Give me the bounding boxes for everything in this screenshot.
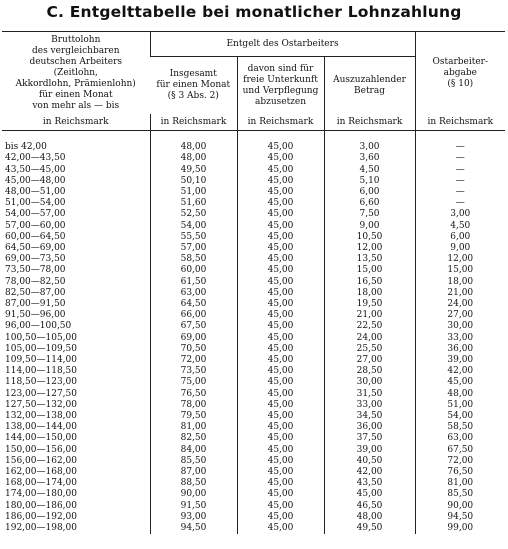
range-cell: 138,00—144,00 bbox=[5, 422, 77, 433]
total-cell: 81,00 bbox=[150, 422, 237, 433]
range-cell: 42,00—43,50 bbox=[5, 153, 66, 164]
deduction-cell: 45,00 bbox=[237, 389, 324, 400]
header-payout-line: Auszuzahlender bbox=[333, 74, 406, 85]
total-cell: 48,00 bbox=[150, 153, 237, 164]
deduction-cell: 45,00 bbox=[237, 310, 324, 321]
levy-cell: 45,00 bbox=[415, 377, 505, 388]
range-cell: 73,50—78,00 bbox=[5, 265, 66, 276]
header-deduction-line: abzusetzen bbox=[254, 96, 307, 107]
range-cell: 118,50—123,00 bbox=[5, 377, 77, 388]
unit-label: in Reichsmark bbox=[324, 114, 415, 131]
table-row bbox=[2, 344, 505, 355]
payout-cell: 12,00 bbox=[324, 243, 415, 254]
range-cell: 105,00—109,50 bbox=[5, 343, 77, 354]
total-cell: 79,50 bbox=[150, 411, 237, 422]
levy-cell: — bbox=[415, 198, 505, 209]
spacer-cell bbox=[324, 131, 415, 143]
unit-label: in Reichsmark bbox=[150, 114, 237, 131]
header-deduction-line: freie Unterkunft bbox=[243, 74, 318, 85]
deduction-cell: 45,00 bbox=[237, 433, 324, 444]
levy-cell: 21,00 bbox=[415, 288, 505, 299]
payout-cell: 43,50 bbox=[324, 478, 415, 489]
total-cell: 57,00 bbox=[150, 243, 237, 254]
header-deduction-line: davon sind für bbox=[247, 63, 314, 74]
total-cell: 50,10 bbox=[150, 176, 237, 187]
range-cell: 174,00—180,00 bbox=[5, 489, 77, 500]
levy-cell: 39,00 bbox=[415, 355, 505, 366]
levy-cell: 67,50 bbox=[415, 445, 505, 456]
payout-cell: 10,50 bbox=[324, 232, 415, 243]
payout-cell: 6,60 bbox=[324, 198, 415, 209]
table-row bbox=[2, 165, 505, 176]
total-cell: 55,50 bbox=[150, 232, 237, 243]
deduction-cell: 45,00 bbox=[237, 254, 324, 265]
total-cell: 82,50 bbox=[150, 433, 237, 444]
table-row bbox=[2, 187, 505, 198]
payout-cell: 39,00 bbox=[324, 445, 415, 456]
payout-cell: 19,50 bbox=[324, 299, 415, 310]
wage-table bbox=[2, 31, 505, 534]
table-row bbox=[2, 433, 505, 444]
spacer-cell bbox=[150, 131, 237, 143]
unit-label: in Reichsmark bbox=[237, 114, 324, 131]
table-spacer-row bbox=[2, 131, 505, 143]
range-cell: 51,00—54,00 bbox=[5, 198, 66, 209]
levy-cell: 24,00 bbox=[415, 299, 505, 310]
page-title: C. Entgelttabelle bei monatlicher Lohnzahlung bbox=[46, 3, 462, 21]
spacer-cell bbox=[237, 131, 324, 143]
range-cell: 64,50—69,00 bbox=[5, 243, 66, 254]
table-row bbox=[2, 310, 505, 321]
deduction-cell: 45,00 bbox=[237, 478, 324, 489]
deduction-cell: 45,00 bbox=[237, 142, 324, 153]
payout-cell: 22,50 bbox=[324, 321, 415, 332]
payout-cell: 24,00 bbox=[324, 333, 415, 344]
levy-cell: 51,00 bbox=[415, 400, 505, 411]
total-cell: 72,00 bbox=[150, 355, 237, 366]
payout-cell: 21,00 bbox=[324, 310, 415, 321]
levy-cell: 18,00 bbox=[415, 277, 505, 288]
table-row bbox=[2, 299, 505, 310]
range-cell: 114,00—118,50 bbox=[5, 366, 77, 377]
range-cell: 127,50—132,00 bbox=[5, 399, 77, 410]
table-row bbox=[2, 377, 505, 388]
payout-cell: 7,50 bbox=[324, 209, 415, 220]
payout-cell: 42,00 bbox=[324, 467, 415, 478]
payout-cell: 9,00 bbox=[324, 221, 415, 232]
table-row bbox=[2, 422, 505, 433]
levy-cell: 30,00 bbox=[415, 321, 505, 332]
range-cell: 162,00—168,00 bbox=[5, 467, 77, 478]
deduction-cell: 45,00 bbox=[237, 165, 324, 176]
deduction-cell: 45,00 bbox=[237, 288, 324, 299]
table-row bbox=[2, 512, 505, 523]
deduction-cell: 45,00 bbox=[237, 512, 324, 523]
payout-cell: 6,00 bbox=[324, 187, 415, 198]
table-row bbox=[2, 355, 505, 366]
total-cell: 49,50 bbox=[150, 165, 237, 176]
levy-cell: — bbox=[415, 153, 505, 164]
levy-cell: 4,50 bbox=[415, 221, 505, 232]
table-row bbox=[2, 198, 505, 209]
deduction-cell: 45,00 bbox=[237, 355, 324, 366]
deduction-cell: 45,00 bbox=[237, 366, 324, 377]
deduction-cell: 45,00 bbox=[237, 243, 324, 254]
deduction-cell: 45,00 bbox=[237, 277, 324, 288]
payout-cell: 36,00 bbox=[324, 422, 415, 433]
levy-cell: 99,00 bbox=[415, 523, 505, 534]
header-total-line: Insgesamt bbox=[169, 69, 217, 79]
levy-cell: 81,00 bbox=[415, 478, 505, 489]
levy-cell: 94,50 bbox=[415, 512, 505, 523]
total-cell: 91,50 bbox=[150, 501, 237, 512]
total-cell: 60,00 bbox=[150, 265, 237, 276]
payout-cell: 16,50 bbox=[324, 277, 415, 288]
total-cell: 52,50 bbox=[150, 209, 237, 220]
table-row bbox=[2, 265, 505, 276]
deduction-cell: 45,00 bbox=[237, 232, 324, 243]
total-cell: 69,00 bbox=[150, 333, 237, 344]
spacer-cell bbox=[415, 131, 505, 143]
payout-cell: 30,00 bbox=[324, 377, 415, 388]
table-row bbox=[2, 523, 505, 534]
table-row bbox=[2, 243, 505, 254]
range-cell: 100,50—105,00 bbox=[5, 332, 77, 343]
payout-cell: 15,00 bbox=[324, 265, 415, 276]
deduction-cell: 45,00 bbox=[237, 411, 324, 422]
range-cell: 54,00—57,00 bbox=[5, 209, 66, 220]
header-gross-wage-line: Bruttolohn bbox=[51, 34, 101, 45]
payout-cell: 3,00 bbox=[324, 142, 415, 153]
unit-label: in Reichsmark bbox=[415, 114, 505, 131]
total-cell: 85,50 bbox=[150, 456, 237, 467]
table-row bbox=[2, 478, 505, 489]
levy-cell: 15,00 bbox=[415, 265, 505, 276]
levy-cell: — bbox=[415, 187, 505, 198]
header-gross-wage-line: (Zeitlohn, bbox=[53, 67, 98, 78]
deduction-cell: 45,00 bbox=[237, 523, 324, 534]
range-cell: 43,50—45,00 bbox=[5, 164, 66, 175]
total-cell: 87,00 bbox=[150, 467, 237, 478]
deduction-cell: 45,00 bbox=[237, 400, 324, 411]
levy-cell: 72,00 bbox=[415, 456, 505, 467]
header-levy-line: abgabe bbox=[443, 67, 477, 78]
table-body bbox=[2, 131, 505, 535]
deduction-cell: 45,00 bbox=[237, 333, 324, 344]
total-cell: 94,50 bbox=[150, 523, 237, 534]
header-levy-line: Ostarbeiter- bbox=[432, 56, 489, 67]
total-cell: 90,00 bbox=[150, 489, 237, 500]
range-cell: 69,00—73,50 bbox=[5, 254, 66, 265]
deduction-cell: 45,00 bbox=[237, 456, 324, 467]
range-cell: 109,50—114,00 bbox=[5, 355, 77, 366]
deduction-cell: 45,00 bbox=[237, 153, 324, 164]
levy-cell: 54,00 bbox=[415, 411, 505, 422]
total-cell: 66,00 bbox=[150, 310, 237, 321]
payout-cell: 18,00 bbox=[324, 288, 415, 299]
range-cell: 180,00—186,00 bbox=[5, 500, 77, 511]
total-cell: 48,00 bbox=[150, 142, 237, 153]
payout-cell: 25,50 bbox=[324, 344, 415, 355]
range-cell: 82,50—87,00 bbox=[5, 287, 66, 298]
range-cell: 168,00—174,00 bbox=[5, 478, 77, 489]
deduction-cell: 45,00 bbox=[237, 209, 324, 220]
range-cell: 186,00—192,00 bbox=[5, 511, 77, 522]
range-cell: 156,00—162,00 bbox=[5, 455, 77, 466]
header-gross-wage-line: deutschen Arbeiters bbox=[29, 56, 123, 67]
range-cell: 48,00—51,00 bbox=[5, 187, 66, 197]
payout-cell: 49,50 bbox=[324, 523, 415, 534]
header-total-line: für einen Monat bbox=[156, 80, 231, 90]
payout-cell: 40,50 bbox=[324, 456, 415, 467]
deduction-cell: 45,00 bbox=[237, 176, 324, 187]
total-cell: 67,50 bbox=[150, 321, 237, 332]
header-total bbox=[150, 57, 237, 115]
payout-cell: 45,00 bbox=[324, 489, 415, 500]
spacer-cell bbox=[2, 131, 150, 143]
table-row bbox=[2, 321, 505, 332]
total-cell: 63,00 bbox=[150, 288, 237, 299]
payout-cell: 4,50 bbox=[324, 165, 415, 176]
deduction-cell: 45,00 bbox=[237, 344, 324, 355]
payout-cell: 46,50 bbox=[324, 501, 415, 512]
payout-cell: 3,60 bbox=[324, 153, 415, 164]
total-cell: 70,50 bbox=[150, 344, 237, 355]
range-cell: 87,00—91,50 bbox=[5, 299, 66, 310]
total-cell: 84,00 bbox=[150, 445, 237, 456]
levy-cell: — bbox=[415, 176, 505, 187]
header-levy bbox=[415, 32, 505, 115]
header-payout bbox=[324, 57, 415, 115]
levy-cell: 42,00 bbox=[415, 366, 505, 377]
total-cell: 51,00 bbox=[150, 187, 237, 198]
deduction-cell: 45,00 bbox=[237, 221, 324, 232]
range-cell: 132,00—138,00 bbox=[5, 411, 77, 422]
levy-cell: 76,50 bbox=[415, 467, 505, 478]
range-cell: 60,00—64,50 bbox=[5, 231, 66, 242]
total-cell: 88,50 bbox=[150, 478, 237, 489]
levy-cell: 85,50 bbox=[415, 489, 505, 500]
table-row bbox=[2, 153, 505, 164]
deduction-cell: 45,00 bbox=[237, 321, 324, 332]
deduction-cell: 45,00 bbox=[237, 445, 324, 456]
payout-cell: 48,00 bbox=[324, 512, 415, 523]
payout-cell: 13,50 bbox=[324, 254, 415, 265]
header-levy-line: (§ 10) bbox=[447, 78, 474, 89]
range-cell: 45,00—48,00 bbox=[5, 175, 66, 186]
payout-cell: 34,50 bbox=[324, 411, 415, 422]
levy-cell: 90,00 bbox=[415, 501, 505, 512]
total-cell: 75,00 bbox=[150, 377, 237, 388]
table-row bbox=[2, 176, 505, 187]
table-row bbox=[2, 400, 505, 411]
header-payout-line: Betrag bbox=[354, 85, 385, 96]
total-cell: 76,50 bbox=[150, 389, 237, 400]
header-total-line: (§ 3 Abs. 2) bbox=[167, 91, 219, 101]
total-cell: 64,50 bbox=[150, 299, 237, 310]
table-row bbox=[2, 489, 505, 500]
total-cell: 54,00 bbox=[150, 221, 237, 232]
table-row bbox=[2, 389, 505, 400]
table-row bbox=[2, 411, 505, 422]
total-cell: 78,00 bbox=[150, 400, 237, 411]
table-row bbox=[2, 254, 505, 265]
total-cell: 61,50 bbox=[150, 277, 237, 288]
range-cell: 192,00—198,00 bbox=[5, 523, 77, 534]
levy-cell: 9,00 bbox=[415, 243, 505, 254]
range-cell: bis 42,00 bbox=[5, 142, 47, 153]
levy-cell: — bbox=[415, 165, 505, 176]
deduction-cell: 45,00 bbox=[237, 299, 324, 310]
table-row bbox=[2, 456, 505, 467]
payout-cell: 37,50 bbox=[324, 433, 415, 444]
deduction-cell: 45,00 bbox=[237, 377, 324, 388]
range-cell: 144,00—150,00 bbox=[5, 433, 77, 444]
deduction-cell: 45,00 bbox=[237, 489, 324, 500]
table-row bbox=[2, 501, 505, 512]
table-row bbox=[2, 277, 505, 288]
header-gross-wage-line: des vergleichbaren bbox=[31, 45, 120, 56]
levy-cell: 12,00 bbox=[415, 254, 505, 265]
levy-cell: 58,50 bbox=[415, 422, 505, 433]
range-cell: 96,00—100,50 bbox=[5, 321, 72, 332]
table-row bbox=[2, 209, 505, 220]
levy-cell: 48,00 bbox=[415, 389, 505, 400]
deduction-cell: 45,00 bbox=[237, 198, 324, 209]
levy-cell: 63,00 bbox=[415, 433, 505, 444]
payout-cell: 33,00 bbox=[324, 400, 415, 411]
table-row bbox=[2, 232, 505, 243]
unit-label: in Reichsmark bbox=[2, 114, 150, 131]
levy-cell: — bbox=[415, 142, 505, 153]
header-gross-wage-line: von mehr als — bis bbox=[32, 100, 120, 111]
payout-cell: 28,50 bbox=[324, 366, 415, 377]
table-row bbox=[2, 445, 505, 456]
table-row bbox=[2, 467, 505, 478]
range-cell: 91,50—96,00 bbox=[5, 310, 66, 321]
table-row bbox=[2, 221, 505, 232]
range-cell: 150,00—156,00 bbox=[5, 444, 77, 455]
range-cell: 123,00—127,50 bbox=[5, 388, 77, 399]
levy-cell: 33,00 bbox=[415, 333, 505, 344]
total-cell: 93,00 bbox=[150, 512, 237, 523]
header-deduction-line: und Verpflegung bbox=[242, 85, 319, 96]
deduction-cell: 45,00 bbox=[237, 467, 324, 478]
total-cell: 73,50 bbox=[150, 366, 237, 377]
payout-cell: 27,00 bbox=[324, 355, 415, 366]
table-row bbox=[2, 366, 505, 377]
total-cell: 51,60 bbox=[150, 198, 237, 209]
levy-cell: 36,00 bbox=[415, 344, 505, 355]
payout-cell: 31,50 bbox=[324, 389, 415, 400]
deduction-cell: 45,00 bbox=[237, 422, 324, 433]
header-gross-wage bbox=[2, 32, 150, 115]
deduction-cell: 45,00 bbox=[237, 187, 324, 198]
deduction-cell: 45,00 bbox=[237, 265, 324, 276]
deduction-cell: 45,00 bbox=[237, 501, 324, 512]
range-cell: 78,00—82,50 bbox=[5, 276, 66, 287]
levy-cell: 27,00 bbox=[415, 310, 505, 321]
total-cell: 58,50 bbox=[150, 254, 237, 265]
range-cell: 57,00—60,00 bbox=[5, 220, 66, 231]
table-row bbox=[2, 142, 505, 153]
levy-cell: 3,00 bbox=[415, 209, 505, 220]
header-deduction bbox=[237, 57, 324, 115]
header-gross-wage-line: Akkordlohn, Prämienlohn) bbox=[15, 78, 136, 89]
payout-cell: 5,10 bbox=[324, 176, 415, 187]
header-gross-wage-line: für einen Monat bbox=[38, 89, 113, 100]
levy-cell: 6,00 bbox=[415, 232, 505, 243]
table-row bbox=[2, 333, 505, 344]
table-row bbox=[2, 288, 505, 299]
header-group-entgelt: Entgelt des Ostarbeiters bbox=[150, 32, 415, 57]
